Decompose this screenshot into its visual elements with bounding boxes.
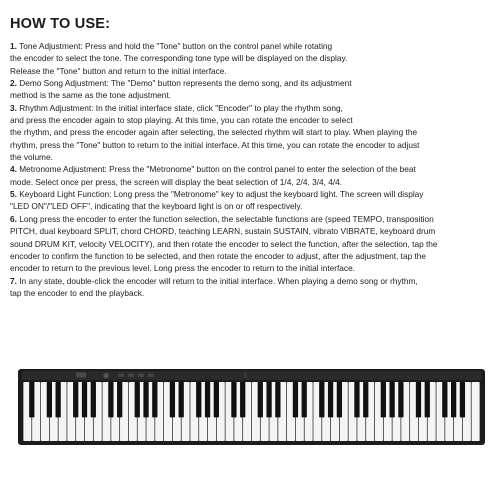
- control-panel: [22, 371, 481, 380]
- instruction-step-4: [10, 163, 494, 188]
- black-key: [266, 382, 271, 417]
- black-key: [328, 382, 333, 417]
- step-text: Demo Song Adjustment: The "Demo" button represents the demo song, and its adjustment method is the same as the tone adjustment.: [10, 78, 352, 101]
- instruction-step-2: [10, 77, 494, 102]
- black-key: [143, 382, 148, 417]
- instruction-list: [10, 40, 494, 299]
- piano-keyboard-icon: [18, 369, 485, 445]
- black-key: [240, 382, 245, 417]
- black-key: [170, 382, 175, 417]
- black-key: [389, 382, 394, 417]
- black-key: [275, 382, 280, 417]
- black-key: [293, 382, 298, 417]
- step-text: Keyboard Light Function: Long press the "Metronome" key to adjust the keyboard light. The screen will display "LED ON"/"LED OFF", indicating that the keyboard light is on or off respectively.: [10, 189, 424, 212]
- black-key: [91, 382, 96, 417]
- step-text: In any state, double-click the encoder will return to the initial interface. When playing a demo song or rhythm, tap the encoder to end the playback.: [10, 275, 418, 298]
- step-number: 4.: [10, 164, 17, 175]
- panel-button: [148, 374, 154, 378]
- black-key: [117, 382, 122, 417]
- step-number: 3.: [10, 102, 17, 113]
- black-key: [196, 382, 201, 417]
- instruction-step-6: [10, 213, 494, 275]
- black-key: [460, 382, 465, 417]
- step-text: Tone Adjustment: Press and hold the "Tone" button on the control panel while rotating the encoder to select the tone. The corresponding tone type will be displayed on the display. Release the "Tone" button and return to the initial interface.: [10, 41, 348, 76]
- black-key: [29, 382, 34, 417]
- black-key: [47, 382, 52, 417]
- instruction-step-3: [10, 102, 494, 164]
- digital-piano-image: [18, 369, 485, 445]
- step-number: 2.: [10, 78, 17, 89]
- black-key: [73, 382, 78, 417]
- black-key: [231, 382, 236, 417]
- black-key: [442, 382, 447, 417]
- instruction-step-5: [10, 188, 494, 213]
- panel-button: [118, 374, 124, 378]
- instruction-step-1: [10, 40, 494, 77]
- instruction-step-7: [10, 275, 494, 300]
- black-key: [398, 382, 403, 417]
- black-key: [451, 382, 456, 417]
- black-key: [82, 382, 87, 417]
- black-key: [337, 382, 342, 417]
- step-text: Rhythm Adjustment: In the initial interface state, click "Encoder" to play the rhythm song, and press the encoder again to stop playing. At this time, you can rotate the encoder to select the rhythm, and press the encoder again after selecting, the selected rhythm will start to play. When playing the rhythm, press the "Tone" button to return to the initial interface. At this time, you can rotate the encoder to adjust the volume.: [10, 102, 420, 163]
- black-key: [381, 382, 386, 417]
- step-text: Long press the encoder to enter the function selection, the selectable functions are (speed TEMPO, transposition PITCH, dual keyboard SPLIT, chord CHORD, teaching LEARN, sustain SUSTAIN, vibrato VIBRATE, keyboard drum sound DRUM KIT, velocity VELOCITY), and then rotate the encoder to select the function, after the selection, tap the encoder to confirm the function to be selected, and then rotate the encoder to adjust, after the adjustment, tap the encoder to return to the previous level. Long press the encoder to return to the initial interface.: [10, 213, 438, 274]
- step-text: Metronome Adjustment: Press the "Metronome" button on the control panel to enter the selection of the beat mode. Select once per press, the screen will display the beat selection of 1/4, 2/4, 3/4, 4/4.: [10, 164, 416, 187]
- panel-button: [138, 374, 144, 378]
- step-number: 6.: [10, 213, 17, 224]
- black-key: [135, 382, 140, 417]
- black-key: [152, 382, 157, 417]
- encoder-knob: [103, 373, 108, 378]
- black-key: [258, 382, 263, 417]
- black-key: [179, 382, 184, 417]
- page-title: HOW TO USE:: [10, 16, 111, 32]
- step-number: 7.: [10, 275, 17, 286]
- black-key: [205, 382, 210, 417]
- fold-hinge: [244, 373, 247, 378]
- step-number: 1.: [10, 41, 17, 51]
- black-key: [319, 382, 324, 417]
- black-key: [363, 382, 368, 417]
- black-key: [214, 382, 219, 417]
- panel-button: [128, 374, 134, 378]
- black-key: [108, 382, 113, 417]
- black-key: [354, 382, 359, 417]
- display-screen: [76, 373, 86, 378]
- black-key: [302, 382, 307, 417]
- white-key: [472, 382, 480, 441]
- black-key: [416, 382, 421, 417]
- black-key: [425, 382, 430, 417]
- black-key: [56, 382, 61, 417]
- step-number: 5.: [10, 189, 17, 200]
